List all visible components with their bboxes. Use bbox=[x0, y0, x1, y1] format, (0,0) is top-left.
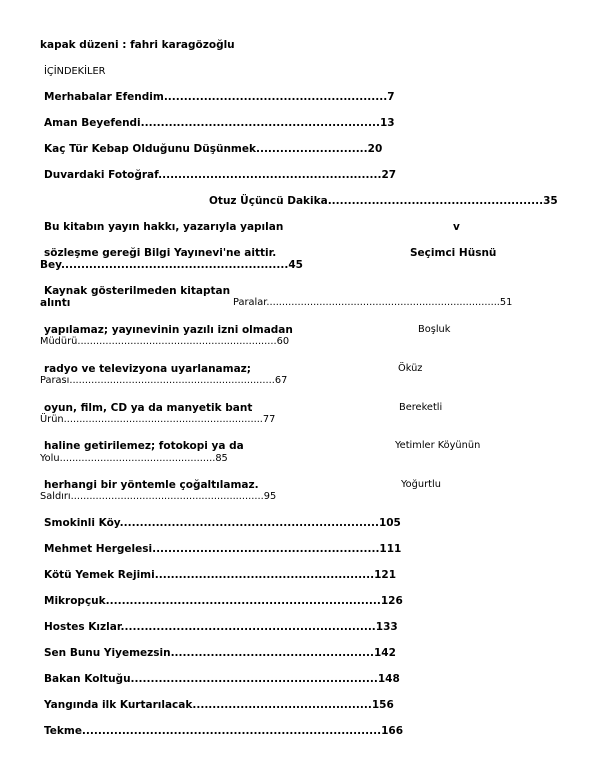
toc-entry-kebap: Kaç Tür Kebap Olduğunu Düşünmek............................20 bbox=[44, 143, 383, 155]
toc-entry-aman: Aman Beyefendi............................................................13 bbox=[44, 117, 395, 129]
copyright-line-8: herhangi bir yöntemle çoğaltılamaz. bbox=[44, 479, 259, 491]
toc-entry-bosluk-page: Müdürü................................................................60 bbox=[40, 336, 290, 347]
toc-entry-bereketli-page: Ürün................................................................77 bbox=[40, 414, 276, 425]
copyright-line-6: oyun, film, CD ya da manyetik bant bbox=[44, 402, 253, 414]
toc-entry-smokinli: Smokinli Köy.................................................................105 bbox=[44, 517, 401, 529]
toc-entry-okuz-title: Öküz bbox=[398, 363, 423, 374]
toc-entry-bereketli-title: Bereketli bbox=[399, 402, 443, 413]
toc-entry-sen: Sen Bunu Yiyemezsin...................................................142 bbox=[44, 647, 396, 659]
toc-entry-yetimler-page: Yolu..................................................85 bbox=[40, 453, 228, 464]
toc-entry-yogurtlu-title: Yoğurtlu bbox=[401, 479, 441, 490]
copyright-line-5: radyo ve televizyona uyarlanamaz; bbox=[44, 363, 251, 375]
toc-entry-secimci-title: Seçimci Hüsnü bbox=[410, 247, 497, 259]
toc-entry-bosluk-title: Boşluk bbox=[418, 324, 451, 335]
toc-entry-foto: Duvardaki Fotoğraf........................................................27 bbox=[44, 169, 397, 181]
toc-heading: İÇİNDEKİLER bbox=[44, 66, 106, 77]
toc-entry-hostes: Hostes Kızlar................................................................133 bbox=[44, 621, 398, 633]
toc-entry-mehmet: Mehmet Hergelesi.........................................................111 bbox=[44, 543, 402, 555]
toc-entry-tekme: Tekme...........................................................................166 bbox=[44, 725, 404, 737]
toc-entry-otuz: Otuz Üçüncü Dakika......................................................35 bbox=[209, 195, 558, 207]
toc-entry-yangin: Yangında ilk Kurtarılacak.............................................156 bbox=[44, 699, 394, 711]
copyright-line-2: sözleşme gereği Bilgi Yayınevi'ne aittir. bbox=[44, 247, 277, 259]
copyright-line-4: yapılamaz; yayınevinin yazılı izni olmadan bbox=[44, 324, 293, 336]
toc-entry-kotu: Kötü Yemek Rejimi.......................................................121 bbox=[44, 569, 397, 581]
toc-entry-merhabalar: Merhabalar Efendim........................................................7 bbox=[44, 91, 395, 103]
toc-entry-yetimler-title: Yetimler Köyünün bbox=[395, 440, 481, 451]
copyright-v: v bbox=[453, 221, 460, 233]
toc-entry-mikropcuk: Mikropçuk.....................................................................126 bbox=[44, 595, 403, 607]
layout-credit: kapak düzeni : fahri karagözoğlu bbox=[40, 39, 235, 51]
toc-entry-bakan: Bakan Koltuğu..............................................................148 bbox=[44, 673, 400, 685]
copyright-line-3: Kaynak gösterilmeden kitaptan bbox=[44, 285, 231, 297]
copyright-line-3b: alıntı bbox=[40, 297, 71, 309]
toc-entry-okuz-page: Parası..................................................................67 bbox=[40, 375, 288, 386]
copyright-line-1: Bu kitabın yayın hakkı, yazarıyla yapılan bbox=[44, 221, 284, 233]
toc-entry-yogurtlu-page: Saldırı..............................................................95 bbox=[40, 491, 277, 502]
toc-entry-secimci-page: Bey.........................................................45 bbox=[40, 259, 303, 271]
copyright-line-7: haline getirilemez; fotokopi ya da bbox=[44, 440, 244, 452]
toc-entry-paralar: Paralar...........................................................................51 bbox=[233, 297, 513, 308]
